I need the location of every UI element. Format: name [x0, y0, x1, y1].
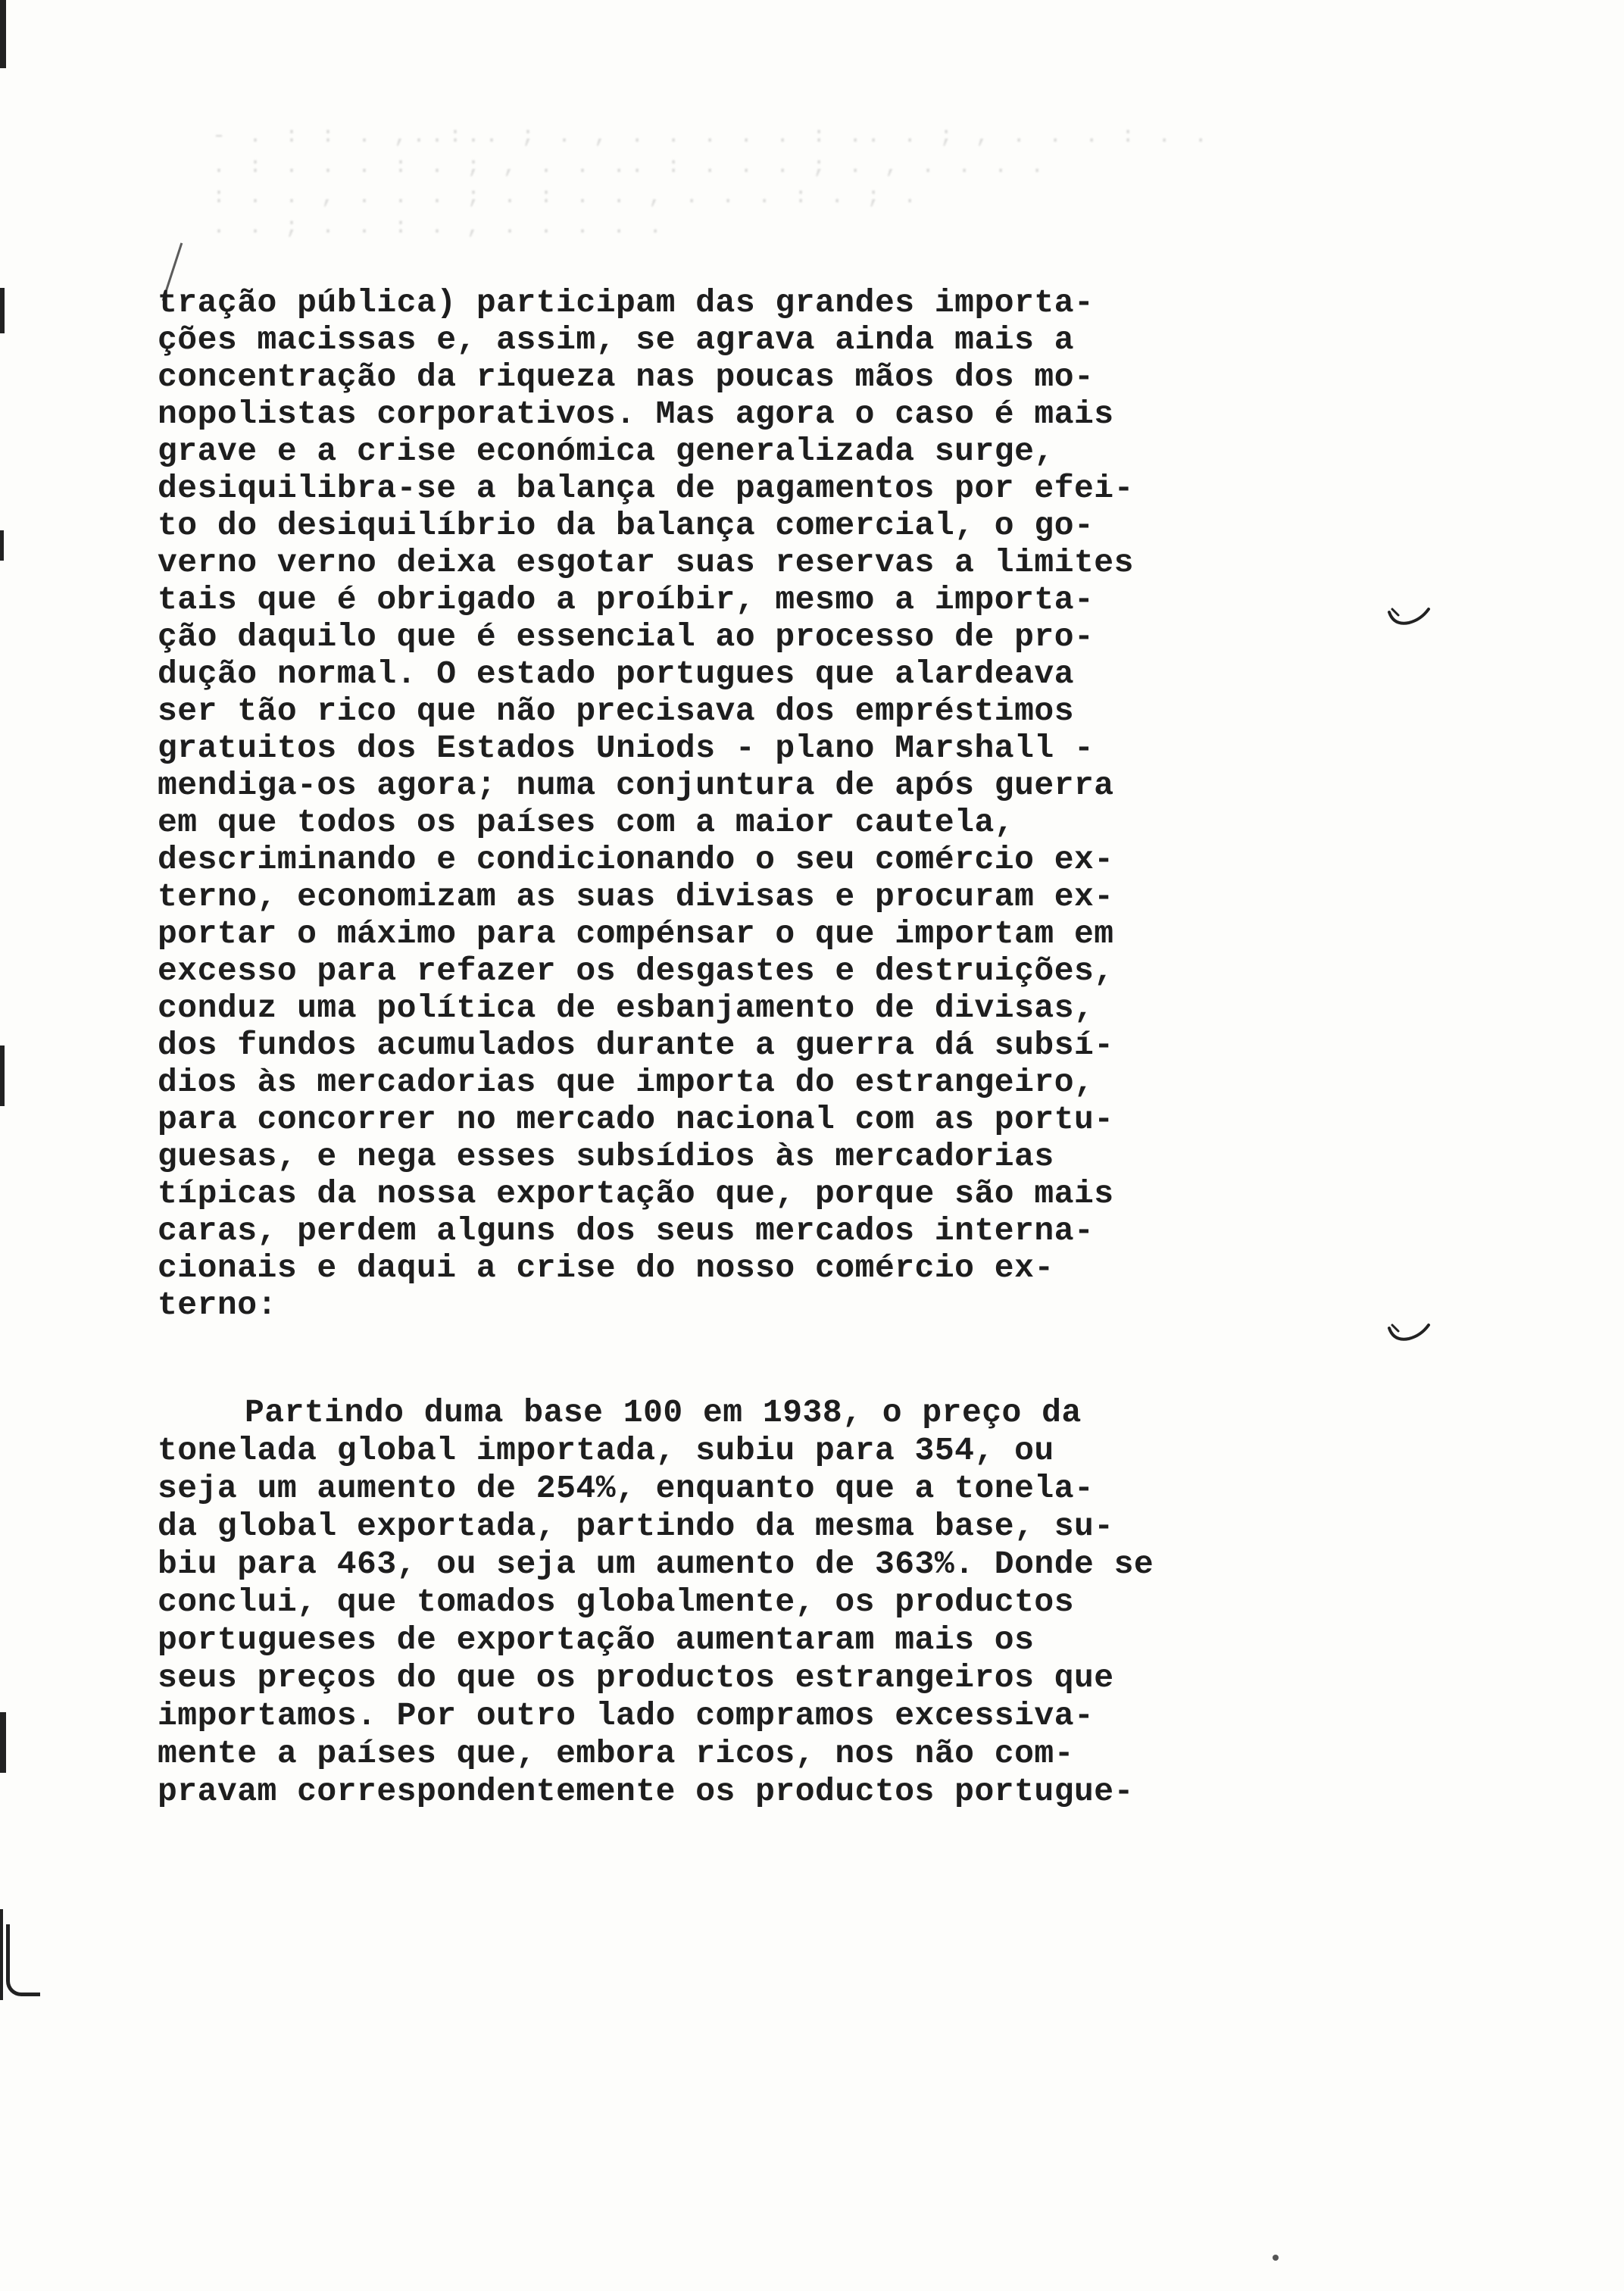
text-line: cionais e daqui a crise do nosso comércio ex-	[158, 1249, 1054, 1286]
text-line: portar o máximo para compénsar o que importam em	[158, 915, 1114, 952]
text-line: nopolistas corporativos. Mas agora o caso é mais	[158, 395, 1114, 433]
text-line: Partindo duma base 100 em 1938, o preço da	[245, 1394, 1082, 1431]
text-line: grave e a crise económica generalizada surge,	[158, 433, 1054, 470]
binding-bracket-mark	[6, 1924, 40, 1996]
text-line: terno:	[158, 1286, 277, 1324]
binding-edge-mark	[0, 288, 5, 333]
text-line: dios às mercadorias que importa do estrangeiro,	[158, 1064, 1095, 1101]
text-line: conclui, que tomados globalmente, os productos	[158, 1583, 1074, 1621]
text-line: mendiga-os agora; numa conjuntura de após guerra	[158, 767, 1114, 804]
paragraph-2	[158, 1394, 1294, 1811]
text-line: em que todos os países com a maior cautela,	[158, 804, 1015, 841]
text-line: conduz uma política de esbanjamento de divisas,	[158, 989, 1095, 1027]
text-line: verno verno deixa esgotar suas reservas a limites	[158, 544, 1134, 581]
text-line: terno, economizam as suas divisas e procuram ex-	[158, 878, 1114, 915]
text-line: concentração da riqueza nas poucas mãos dos mo-	[158, 358, 1095, 395]
text-line: portugueses de exportação aumentaram mais os	[158, 1621, 1035, 1658]
text-line: biu para 463, ou seja um aumento de 363%. Donde se	[158, 1546, 1154, 1583]
text-line: mente a países que, embora ricos, nos não com-	[158, 1735, 1074, 1772]
binding-edge-mark	[0, 1712, 6, 1773]
text-line: descriminando e condicionando o seu comércio ex-	[158, 841, 1114, 878]
text-line: guesas, e nega esses subsídios às mercadorias	[158, 1138, 1054, 1175]
text-line: caras, perdem alguns dos seus mercados interna-	[158, 1212, 1095, 1249]
text-line: dução normal. O estado portugues que alardeava	[158, 655, 1074, 692]
ink-speck	[1273, 2255, 1279, 2261]
text-line: tonelada global importada, subiu para 354, ou	[158, 1432, 1054, 1469]
text-line: pravam correspondentemente os productos portugue-	[158, 1773, 1134, 1810]
text-line: desiquilibra-se a balança de pagamentos por efei-	[158, 470, 1134, 507]
text-line: para concorrer no mercado nacional com as portu-	[158, 1101, 1114, 1138]
paragraph-1	[158, 284, 1294, 1324]
text-line: seus preços do que os productos estrangeiros que	[158, 1659, 1114, 1696]
bleed-through-text: - . : : . ,..:.. ; . , . . . . . : .. . ; , . . . : . . . : . . . : . ; , . . .. : . . . ; . , . . . . : . . , . . . ; . : . . , . . . : . ; . . . ; . . : . , . . . . .	[212, 123, 1213, 240]
binding-edge-mark	[0, 0, 6, 68]
text-line: seja um aumento de 254%, enquanto que a tonela-	[158, 1470, 1095, 1507]
text-line: importamos. Por outro lado compramos excessiva-	[158, 1697, 1095, 1734]
text-line: da global exportada, partindo da mesma base, su-	[158, 1508, 1114, 1545]
margin-check-icon	[1386, 1322, 1432, 1343]
margin-check-icon	[1386, 606, 1432, 627]
text-line: ções macissas e, assim, se agrava ainda mais a	[158, 321, 1074, 358]
text-line: ção daquilo que é essencial ao processo de pro-	[158, 618, 1095, 655]
text-line: ser tão rico que não precisava dos empréstimos	[158, 692, 1074, 730]
binding-edge-mark	[0, 1909, 3, 2000]
text-line: dos fundos acumulados durante a guerra dá subsí-	[158, 1027, 1114, 1064]
text-line: tais que é obrigado a proíbir, mesmo a importa-	[158, 581, 1095, 618]
text-line: to do desiquilíbrio da balança comercial, o go-	[158, 507, 1095, 544]
text-line: gratuitos dos Estados Uniods - plano Marshall -	[158, 730, 1095, 767]
text-line: tração pública) participam das grandes importa-	[158, 284, 1095, 321]
binding-edge-mark	[0, 530, 4, 561]
text-line: excesso para refazer os desgastes e destruições,	[158, 952, 1114, 989]
binding-edge-mark	[0, 1045, 5, 1106]
text-line: típicas da nossa exportação que, porque são mais	[158, 1175, 1114, 1212]
